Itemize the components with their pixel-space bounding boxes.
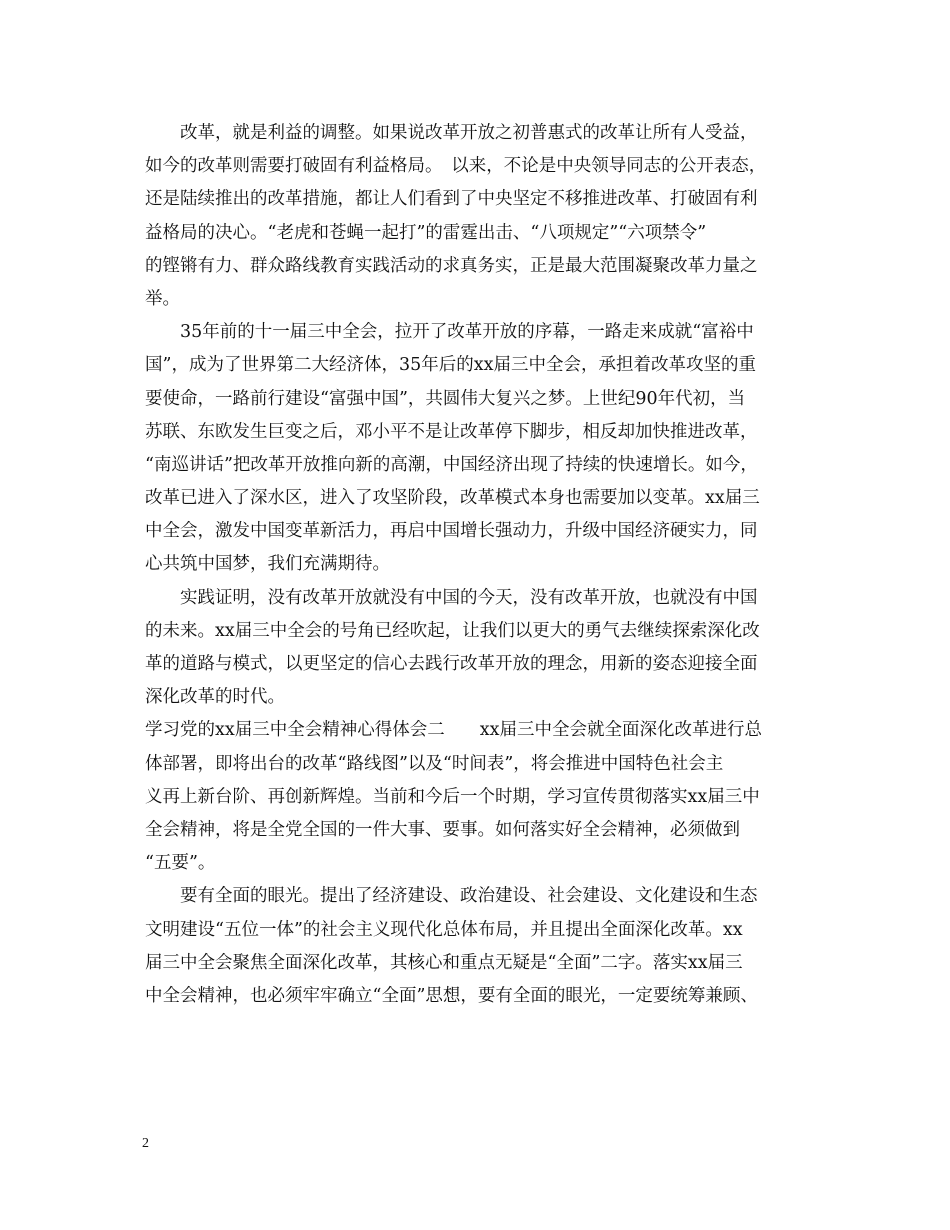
text-line: 的铿锵有力、群众路线教育实践活动的求真务实，正是最大范围凝聚改革力量之: [145, 255, 758, 276]
text-line: 中全会精神，也必须牢牢确立“全面”思想，要有全面的眼光，一定要统筹兼顾、: [145, 985, 758, 1006]
text-line: “南巡讲话”把改革开放推向新的高潮，中国经济出现了持续的快速增长。如今，: [145, 454, 758, 475]
text-line: 的未来。xx届三中全会的号角已经吹起，让我们以更大的勇气去继续探索深化改: [145, 620, 760, 641]
text-line: 35年前的十一届三中全会，拉开了改革开放的序幕，一路走来成就“富裕中: [145, 322, 754, 343]
text-line: 益格局的决心。“老虎和苍蝇一起打”的雷霆出击、“八项规定”“六项禁令”: [145, 222, 707, 243]
text-line: “五要”。: [145, 853, 216, 874]
text-line: 要有全面的眼光。提出了经济建设、政治建设、社会建设、文化建设和生态: [145, 886, 758, 907]
text-line: 还是陆续推出的改革措施，都让人们看到了中央坚定不移推进改革、打破固有利: [145, 189, 758, 210]
text-line: 改革，就是利益的调整。如果说改革开放之初普惠式的改革让所有人受益，: [145, 123, 758, 143]
text-line: 改革已进入了深水区，进入了攻坚阶段，改革模式本身也需要加以变革。xx届三: [145, 488, 760, 509]
text-line: 届三中全会聚焦全面深化改革，其核心和重点无疑是“全面”二字。落实xx届三: [145, 952, 743, 973]
text-line: 中全会，激发中国变革新活力，再启中国增长强动力，升级中国经济硬实力，同: [145, 521, 758, 542]
text-line: 体部署，即将出台的改革“路线图”以及“时间表”，将会推进中国特色社会主: [145, 753, 724, 774]
text-line: 义再上新台阶、再创新辉煌。当前和今后一个时期，学习宣传贯彻落实xx届三中: [145, 786, 760, 807]
text-line: 心共筑中国梦，我们充满期待。: [145, 554, 390, 575]
section-heading-line: 学习党的xx届三中全会精神心得体会二 xx届三中全会就全面深化改革进行总: [145, 720, 762, 741]
text-line: 举。: [145, 288, 180, 309]
text-line: 深化改革的时代。: [145, 687, 285, 708]
document-body: [145, 117, 810, 1013]
text-line: 全会精神，将是全党全国的一件大事、要事。如何落实好全会精神，必须做到: [145, 819, 740, 840]
text-line: 要使命，一路前行建设“富强中国”，共圆伟大复兴之梦。上世纪90年代初，当: [145, 388, 746, 409]
text-line: 如今的改革则需要打破固有利益格局。 以来，不论是中央领导同志的公开表态，: [145, 156, 767, 177]
text-line: 国”，成为了世界第二大经济体，35年后的xx届三中全会，承担着改革攻坚的重: [145, 355, 756, 376]
text-line: 革的道路与模式，以更坚定的信心去践行改革开放的理念，用新的姿态迎接全面: [145, 654, 758, 674]
page-number: 2: [142, 1136, 149, 1151]
text-line: 实践证明，没有改革开放就没有中国的今天，没有改革开放，也就没有中国: [145, 587, 758, 608]
text-line: 文明建设“五位一体”的社会主义现代化总体布局，并且提出全面深化改革。xx: [145, 919, 743, 940]
text-line: 苏联、东欧发生巨变之后，邓小平不是让改革停下脚步，相反却加快推进改革，: [145, 421, 758, 442]
